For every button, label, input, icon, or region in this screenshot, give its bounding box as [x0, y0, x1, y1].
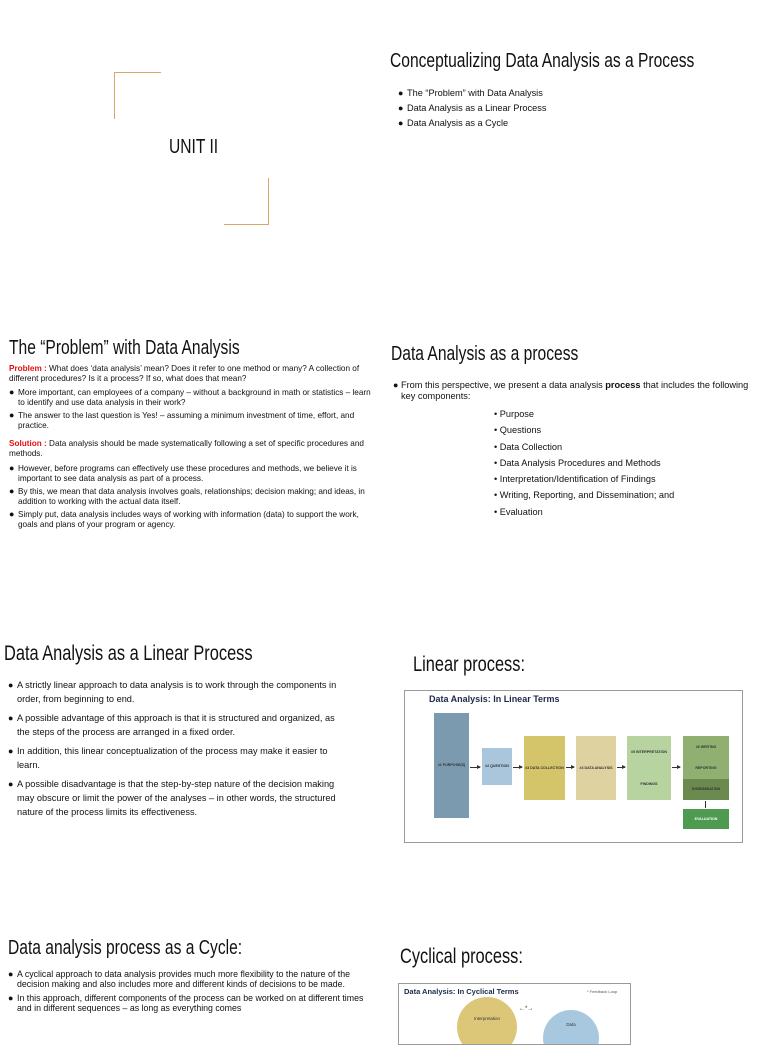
- list-item: ● A possible advantage of this approach is that it is structured and organized, as the steps of the process are arranged in a fixed order.: [8, 713, 335, 737]
- list-item: ● More important, can employees of a company – without a background in math or statistics – learn to identify and use data analysis in their work?: [9, 387, 371, 407]
- arrow-3: [566, 767, 574, 768]
- slide7-title: Cyclical process:: [400, 945, 523, 968]
- legend-text: * Feedback Loop: [587, 989, 618, 994]
- solution-paragraph: [9, 439, 369, 458]
- list-item: • Evaluation: [494, 504, 744, 520]
- list-item: • Interpretation/Identification of Findings: [494, 471, 744, 487]
- dissemination-box: DISSEMINATION: [683, 779, 729, 800]
- arrow-2: [513, 767, 522, 768]
- linear-process-diagram: [404, 690, 743, 843]
- data-analysis-box: #4 DATA ANALYSIS: [576, 736, 616, 800]
- list-item: • Questions: [494, 422, 744, 438]
- solution-label: Solution :: [9, 439, 47, 448]
- slide6-title: Data analysis process as a Cycle:: [8, 937, 243, 959]
- interpretation-box: #5 INTERPRETATION: [627, 736, 671, 769]
- arrow-down: [705, 801, 706, 808]
- list-item: ● Data Analysis as a Linear Process: [398, 103, 547, 113]
- feedback-arrow-icon: ←*→: [519, 1006, 534, 1012]
- slide1-title: Conceptualizing Data Analysis as a Process: [390, 50, 695, 72]
- list-item: ● A cyclical approach to data analysis provides much more flexibility to the nature of the decision making and also includes more and different kinds of decisions to be made.: [8, 969, 350, 989]
- reporting-box: REPORTING: [683, 758, 729, 779]
- slide4-title: Data Analysis as a Linear Process: [4, 642, 253, 665]
- slide2-title: The “Problem” with Data Analysis: [9, 337, 240, 359]
- decor-corner-bottom-right: [224, 178, 269, 225]
- data-node: Data: [543, 1010, 599, 1045]
- findings-box: FINDINGS: [627, 769, 671, 800]
- problem-label: Problem :: [9, 364, 47, 373]
- problem-paragraph: [9, 364, 369, 383]
- arrow-1: [470, 767, 480, 768]
- slide2-bullet-list-2: [9, 464, 373, 534]
- problem-text: What does ‘data analysis’ mean? Does it refer to one method or many? A collection of different procedures? Is it a process? If so, what does that mean?: [9, 364, 360, 383]
- list-item: ● The “Problem” with Data Analysis: [398, 88, 543, 98]
- list-item: ● A strictly linear approach to data analysis is to work through the components in order, from beginning to end.: [8, 680, 337, 704]
- list-item: ● By this, we mean that data analysis involves goals, relationships; decision making; and ideas, in addition to working with the actual data itself.: [9, 486, 365, 506]
- list-item: • Writing, Reporting, and Dissemination; and: [494, 487, 744, 503]
- purpose-box: #1 PURPOSE(S): [434, 713, 469, 818]
- decor-corner-top-left: [114, 72, 161, 119]
- interpretation-node: Interpretation: [457, 997, 517, 1045]
- bullet-dot: ●: [393, 380, 399, 390]
- question-box: #2 QUESTION: [482, 748, 512, 785]
- list-item: ● The answer to the last question is Yes! – assuming a minimum investment of time, effort, and practice.: [9, 410, 355, 430]
- slide4-bullet-list: [8, 678, 348, 824]
- slide3-title: Data Analysis as a process: [391, 343, 579, 365]
- list-item: • Data Analysis Procedures and Methods: [494, 455, 744, 471]
- slide2-bullet-list-1: [9, 388, 371, 434]
- unit-label: UNIT II: [169, 136, 219, 158]
- data-collection-box: #3 DATA COLLECTION: [524, 736, 565, 800]
- slide3-components: [494, 406, 744, 520]
- solution-text: Data analysis should be made systematically following a set of specific procedures and methods.: [9, 439, 364, 458]
- cyclical-process-diagram: [398, 983, 631, 1045]
- list-item: ● In this approach, different components of the process can be worked on at different times and in different sequences – as long as everything comes: [8, 993, 364, 1013]
- list-item: ● In addition, this linear conceptualization of the process may make it easier to learn.: [8, 746, 328, 770]
- arrow-4: [617, 767, 625, 768]
- slide1-bullet-list: [398, 88, 698, 133]
- list-item: • Purpose: [494, 406, 744, 422]
- writing-box: #6 WRITING: [683, 736, 729, 758]
- diagram-heading: Data Analysis: In Cyclical Terms: [404, 987, 519, 996]
- list-item: ● Simply put, data analysis includes ways of working with information (data) to support the work, goals and plans of your program or agency.: [9, 509, 359, 529]
- slide6-bullet-list: [8, 969, 374, 1017]
- evaluation-box: EVALUATION: [683, 809, 729, 829]
- list-item: ● However, before programs can effectively use these procedures and methods, we believe it is important to see data analysis as part of a process.: [9, 463, 357, 483]
- list-item: ● Data Analysis as a Cycle: [398, 118, 509, 128]
- list-item: ● A possible disadvantage is that the step-by-step nature of the decision making may obscure or limit the power of the analyses – in other words, the structured nature of the process limits its effectiveness.: [8, 779, 336, 817]
- slide5-title: Linear process:: [413, 653, 525, 676]
- list-item: • Data Collection: [494, 439, 744, 455]
- arrow-5: [672, 767, 680, 768]
- slide3-intro: ● From this perspective, we present a data analysis process that includes the following key components:: [393, 380, 749, 401]
- diagram-heading: Data Analysis: In Linear Terms: [429, 694, 560, 704]
